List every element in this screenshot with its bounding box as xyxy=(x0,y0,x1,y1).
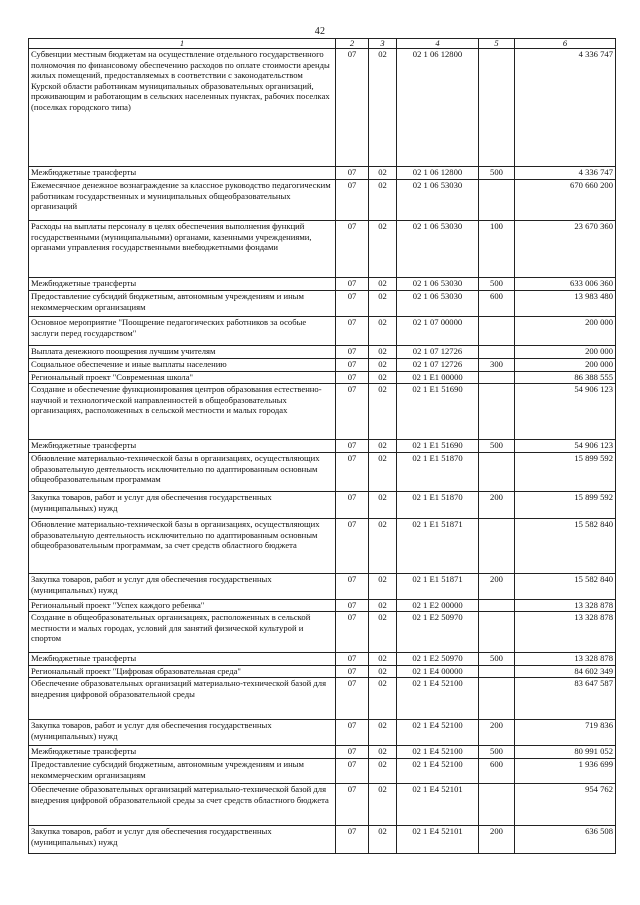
header-col-subsection: 3 xyxy=(369,39,397,49)
row-name-cell: Выплата денежного поощрения лучшим учителям xyxy=(29,346,336,359)
row-name-cell: Основное мероприятие "Поощрение педагогических работников за особые заслуги перед государством" xyxy=(29,317,336,346)
row-target-article-cell: 02 1 E1 00000 xyxy=(397,372,479,384)
row-target-article-cell: 02 1 E4 52100 xyxy=(397,720,479,746)
row-subsection-cell: 02 xyxy=(369,359,397,372)
row-amount-cell: 15 899 592 xyxy=(515,453,616,492)
table-header xyxy=(29,39,616,49)
row-subsection-cell: 02 xyxy=(369,492,397,519)
row-expense-type-cell xyxy=(479,784,515,826)
row-expense-type-cell: 200 xyxy=(479,574,515,600)
row-subsection-cell: 02 xyxy=(369,440,397,453)
row-amount-cell: 200 000 xyxy=(515,346,616,359)
header-col-section: 2 xyxy=(336,39,369,49)
row-expense-type-cell xyxy=(479,49,515,167)
header-row xyxy=(29,39,616,49)
row-name-cell: Межбюджетные трансферты xyxy=(29,278,336,291)
row-expense-type-cell: 500 xyxy=(479,167,515,180)
row-amount-cell: 80 991 052 xyxy=(515,746,616,759)
row-expense-type-cell: 200 xyxy=(479,720,515,746)
row-amount-cell: 15 582 840 xyxy=(515,574,616,600)
row-name-cell: Региональный проект "Успех каждого ребенка" xyxy=(29,600,336,612)
row-section-cell: 07 xyxy=(336,600,369,612)
row-name-cell: Закупка товаров, работ и услуг для обеспечения государственных (муниципальных) нужд xyxy=(29,720,336,746)
row-section-cell: 07 xyxy=(336,372,369,384)
row-section-cell: 07 xyxy=(336,574,369,600)
row-amount-cell: 719 836 xyxy=(515,720,616,746)
row-expense-type-cell: 600 xyxy=(479,759,515,784)
row-target-article-cell: 02 1 06 53030 xyxy=(397,291,479,317)
row-section-cell: 07 xyxy=(336,720,369,746)
row-name-cell: Региональный проект "Современная школа" xyxy=(29,372,336,384)
row-section-cell: 07 xyxy=(336,359,369,372)
row-subsection-cell: 02 xyxy=(369,180,397,221)
row-subsection-cell: 02 xyxy=(369,678,397,720)
table-row xyxy=(29,600,616,612)
row-name-cell: Предоставление субсидий бюджетным, автономным учреждениям и иным некоммерческим организациям xyxy=(29,291,336,317)
row-target-article-cell: 02 1 06 53030 xyxy=(397,180,479,221)
row-subsection-cell: 02 xyxy=(369,291,397,317)
row-amount-cell: 83 647 587 xyxy=(515,678,616,720)
row-expense-type-cell: 100 xyxy=(479,221,515,278)
row-name-cell: Создание и обеспечение функционирования центров образования естественно-научной и технологической направленностей в общеобразовательных организациях, расположенных в сельской местности и малых городах xyxy=(29,384,336,440)
row-amount-cell: 1 936 699 xyxy=(515,759,616,784)
row-name-cell: Создание в общеобразовательных организациях, расположенных в сельской местности и малых городах, условий для занятий физической культурой и спортом xyxy=(29,612,336,653)
row-amount-cell: 670 660 200 xyxy=(515,180,616,221)
row-section-cell: 07 xyxy=(336,167,369,180)
row-amount-cell: 13 328 878 xyxy=(515,612,616,653)
row-name-cell: Ежемесячное денежное вознаграждение за классное руководство педагогическим работникам государственных и муниципальных общеобразовательных организаций xyxy=(29,180,336,221)
row-subsection-cell: 02 xyxy=(369,317,397,346)
row-expense-type-cell xyxy=(479,372,515,384)
row-amount-cell: 4 336 747 xyxy=(515,49,616,167)
row-target-article-cell: 02 1 E1 51690 xyxy=(397,440,479,453)
table-row xyxy=(29,291,616,317)
row-expense-type-cell xyxy=(479,600,515,612)
table-row xyxy=(29,372,616,384)
row-name-cell: Расходы на выплаты персоналу в целях обеспечения выполнения функций государственными (муниципальными) органами, казенными учреждениями, органами управления государственными внебюджетными фондами xyxy=(29,221,336,278)
row-amount-cell: 200 000 xyxy=(515,317,616,346)
row-name-cell: Обеспечение образовательных организаций материально-технической базой для внедрения цифровой образовательной среды за счет средств областного бюджета xyxy=(29,784,336,826)
row-amount-cell: 54 906 123 xyxy=(515,384,616,440)
row-subsection-cell: 02 xyxy=(369,612,397,653)
row-target-article-cell: 02 1 E4 52100 xyxy=(397,678,479,720)
row-target-article-cell: 02 1 E2 50970 xyxy=(397,653,479,666)
row-expense-type-cell xyxy=(479,317,515,346)
row-section-cell: 07 xyxy=(336,492,369,519)
row-amount-cell: 4 336 747 xyxy=(515,167,616,180)
row-amount-cell: 13 328 878 xyxy=(515,653,616,666)
row-subsection-cell: 02 xyxy=(369,720,397,746)
row-expense-type-cell xyxy=(479,346,515,359)
row-section-cell: 07 xyxy=(336,519,369,574)
table-body xyxy=(29,49,616,854)
table-row xyxy=(29,826,616,854)
table-row xyxy=(29,49,616,167)
row-subsection-cell: 02 xyxy=(369,384,397,440)
table-row xyxy=(29,346,616,359)
row-subsection-cell: 02 xyxy=(369,221,397,278)
row-section-cell: 07 xyxy=(336,49,369,167)
row-expense-type-cell: 200 xyxy=(479,826,515,854)
row-name-cell: Предоставление субсидий бюджетным, автономным учреждениям и иным некоммерческим организациям xyxy=(29,759,336,784)
row-target-article-cell: 02 1 E4 00000 xyxy=(397,666,479,678)
row-amount-cell: 84 602 349 xyxy=(515,666,616,678)
row-expense-type-cell xyxy=(479,384,515,440)
row-subsection-cell: 02 xyxy=(369,759,397,784)
row-target-article-cell: 02 1 07 12726 xyxy=(397,359,479,372)
row-section-cell: 07 xyxy=(336,826,369,854)
row-section-cell: 07 xyxy=(336,384,369,440)
row-subsection-cell: 02 xyxy=(369,574,397,600)
row-section-cell: 07 xyxy=(336,666,369,678)
row-subsection-cell: 02 xyxy=(369,519,397,574)
table-row xyxy=(29,784,616,826)
table-row xyxy=(29,180,616,221)
row-subsection-cell: 02 xyxy=(369,167,397,180)
row-name-cell: Обновление материально-технической базы в организациях, осуществляющих образовательную деятельность исключительно по адаптированным основным общеобразовательным программам, за счет средств областного бюджета xyxy=(29,519,336,574)
row-target-article-cell: 02 1 E1 51870 xyxy=(397,492,479,519)
table-row xyxy=(29,678,616,720)
header-col-amount: 6 xyxy=(515,39,616,49)
row-subsection-cell: 02 xyxy=(369,826,397,854)
row-section-cell: 07 xyxy=(336,291,369,317)
row-expense-type-cell xyxy=(479,519,515,574)
row-expense-type-cell: 500 xyxy=(479,278,515,291)
table-row xyxy=(29,746,616,759)
row-section-cell: 07 xyxy=(336,784,369,826)
row-section-cell: 07 xyxy=(336,346,369,359)
budget-table xyxy=(28,38,616,854)
row-expense-type-cell: 500 xyxy=(479,746,515,759)
row-section-cell: 07 xyxy=(336,612,369,653)
header-col-name: 1 xyxy=(29,39,336,49)
row-section-cell: 07 xyxy=(336,678,369,720)
header-col-target-article: 4 xyxy=(397,39,479,49)
row-target-article-cell: 02 1 06 53030 xyxy=(397,221,479,278)
table-row xyxy=(29,221,616,278)
row-subsection-cell: 02 xyxy=(369,49,397,167)
row-section-cell: 07 xyxy=(336,453,369,492)
row-expense-type-cell xyxy=(479,666,515,678)
row-expense-type-cell xyxy=(479,678,515,720)
row-section-cell: 07 xyxy=(336,440,369,453)
row-name-cell: Субвенции местным бюджетам на осуществление отдельного государственного полномочия по финансовому обеспечению расходов по оплате стоимости аренды жилых помещений, предоставляемых в соответствии с законодательством Курской области работникам муниципальных образовательных организаций, проживающим и работающим в сельских населенных пунктах, рабочих поселках (поселках городского типа) xyxy=(29,49,336,167)
row-name-cell: Межбюджетные трансферты xyxy=(29,440,336,453)
row-amount-cell: 86 388 555 xyxy=(515,372,616,384)
row-target-article-cell: 02 1 E4 52100 xyxy=(397,759,479,784)
row-expense-type-cell: 300 xyxy=(479,359,515,372)
table-row xyxy=(29,278,616,291)
table-row xyxy=(29,384,616,440)
row-target-article-cell: 02 1 E4 52100 xyxy=(397,746,479,759)
row-name-cell: Межбюджетные трансферты xyxy=(29,653,336,666)
row-section-cell: 07 xyxy=(336,317,369,346)
table-row xyxy=(29,653,616,666)
row-section-cell: 07 xyxy=(336,746,369,759)
row-name-cell: Региональный проект "Цифровая образовательная среда" xyxy=(29,666,336,678)
row-name-cell: Межбюджетные трансферты xyxy=(29,167,336,180)
row-amount-cell: 15 582 840 xyxy=(515,519,616,574)
table-row xyxy=(29,612,616,653)
row-section-cell: 07 xyxy=(336,278,369,291)
row-subsection-cell: 02 xyxy=(369,346,397,359)
row-amount-cell: 54 906 123 xyxy=(515,440,616,453)
table-row xyxy=(29,666,616,678)
row-amount-cell: 636 508 xyxy=(515,826,616,854)
row-amount-cell: 15 899 592 xyxy=(515,492,616,519)
row-expense-type-cell xyxy=(479,612,515,653)
table-row xyxy=(29,440,616,453)
row-subsection-cell: 02 xyxy=(369,746,397,759)
row-subsection-cell: 02 xyxy=(369,372,397,384)
row-subsection-cell: 02 xyxy=(369,278,397,291)
row-amount-cell: 23 670 360 xyxy=(515,221,616,278)
row-expense-type-cell xyxy=(479,180,515,221)
row-section-cell: 07 xyxy=(336,221,369,278)
row-subsection-cell: 02 xyxy=(369,653,397,666)
row-target-article-cell: 02 1 E4 52101 xyxy=(397,826,479,854)
row-target-article-cell: 02 1 E4 52101 xyxy=(397,784,479,826)
row-target-article-cell: 02 1 06 12800 xyxy=(397,49,479,167)
row-name-cell: Закупка товаров, работ и услуг для обеспечения государственных (муниципальных) нужд xyxy=(29,826,336,854)
row-expense-type-cell: 500 xyxy=(479,653,515,666)
header-col-expense-type: 5 xyxy=(479,39,515,49)
table-row xyxy=(29,574,616,600)
row-name-cell: Социальное обеспечение и иные выплаты населению xyxy=(29,359,336,372)
row-target-article-cell: 02 1 07 00000 xyxy=(397,317,479,346)
row-name-cell: Закупка товаров, работ и услуг для обеспечения государственных (муниципальных) нужд xyxy=(29,574,336,600)
row-amount-cell: 200 000 xyxy=(515,359,616,372)
row-expense-type-cell xyxy=(479,453,515,492)
row-amount-cell: 954 762 xyxy=(515,784,616,826)
table-row xyxy=(29,720,616,746)
row-target-article-cell: 02 1 E1 51871 xyxy=(397,519,479,574)
row-name-cell: Закупка товаров, работ и услуг для обеспечения государственных (муниципальных) нужд xyxy=(29,492,336,519)
row-target-article-cell: 02 1 E2 50970 xyxy=(397,612,479,653)
row-amount-cell: 13 983 480 xyxy=(515,291,616,317)
row-subsection-cell: 02 xyxy=(369,666,397,678)
row-target-article-cell: 02 1 06 53030 xyxy=(397,278,479,291)
row-target-article-cell: 02 1 E2 00000 xyxy=(397,600,479,612)
row-target-article-cell: 02 1 E1 51871 xyxy=(397,574,479,600)
page-number: 42 xyxy=(314,26,326,37)
table-row xyxy=(29,317,616,346)
row-section-cell: 07 xyxy=(336,180,369,221)
row-name-cell: Обновление материально-технической базы в организациях, осуществляющих образовательную деятельность исключительно по адаптированным основным общеобразовательным программам xyxy=(29,453,336,492)
row-subsection-cell: 02 xyxy=(369,453,397,492)
row-subsection-cell: 02 xyxy=(369,784,397,826)
row-amount-cell: 13 328 878 xyxy=(515,600,616,612)
row-expense-type-cell: 500 xyxy=(479,440,515,453)
row-name-cell: Обеспечение образовательных организаций материально-технической базой для внедрения цифровой образовательной среды xyxy=(29,678,336,720)
row-target-article-cell: 02 1 E1 51690 xyxy=(397,384,479,440)
table-row xyxy=(29,759,616,784)
row-amount-cell: 633 006 360 xyxy=(515,278,616,291)
row-name-cell: Межбюджетные трансферты xyxy=(29,746,336,759)
table-row xyxy=(29,519,616,574)
table-row xyxy=(29,453,616,492)
table-row xyxy=(29,492,616,519)
row-expense-type-cell: 200 xyxy=(479,492,515,519)
row-target-article-cell: 02 1 06 12800 xyxy=(397,167,479,180)
row-expense-type-cell: 600 xyxy=(479,291,515,317)
row-section-cell: 07 xyxy=(336,759,369,784)
table-row xyxy=(29,167,616,180)
table-row xyxy=(29,359,616,372)
row-subsection-cell: 02 xyxy=(369,600,397,612)
row-target-article-cell: 02 1 07 12726 xyxy=(397,346,479,359)
row-target-article-cell: 02 1 E1 51870 xyxy=(397,453,479,492)
row-section-cell: 07 xyxy=(336,653,369,666)
